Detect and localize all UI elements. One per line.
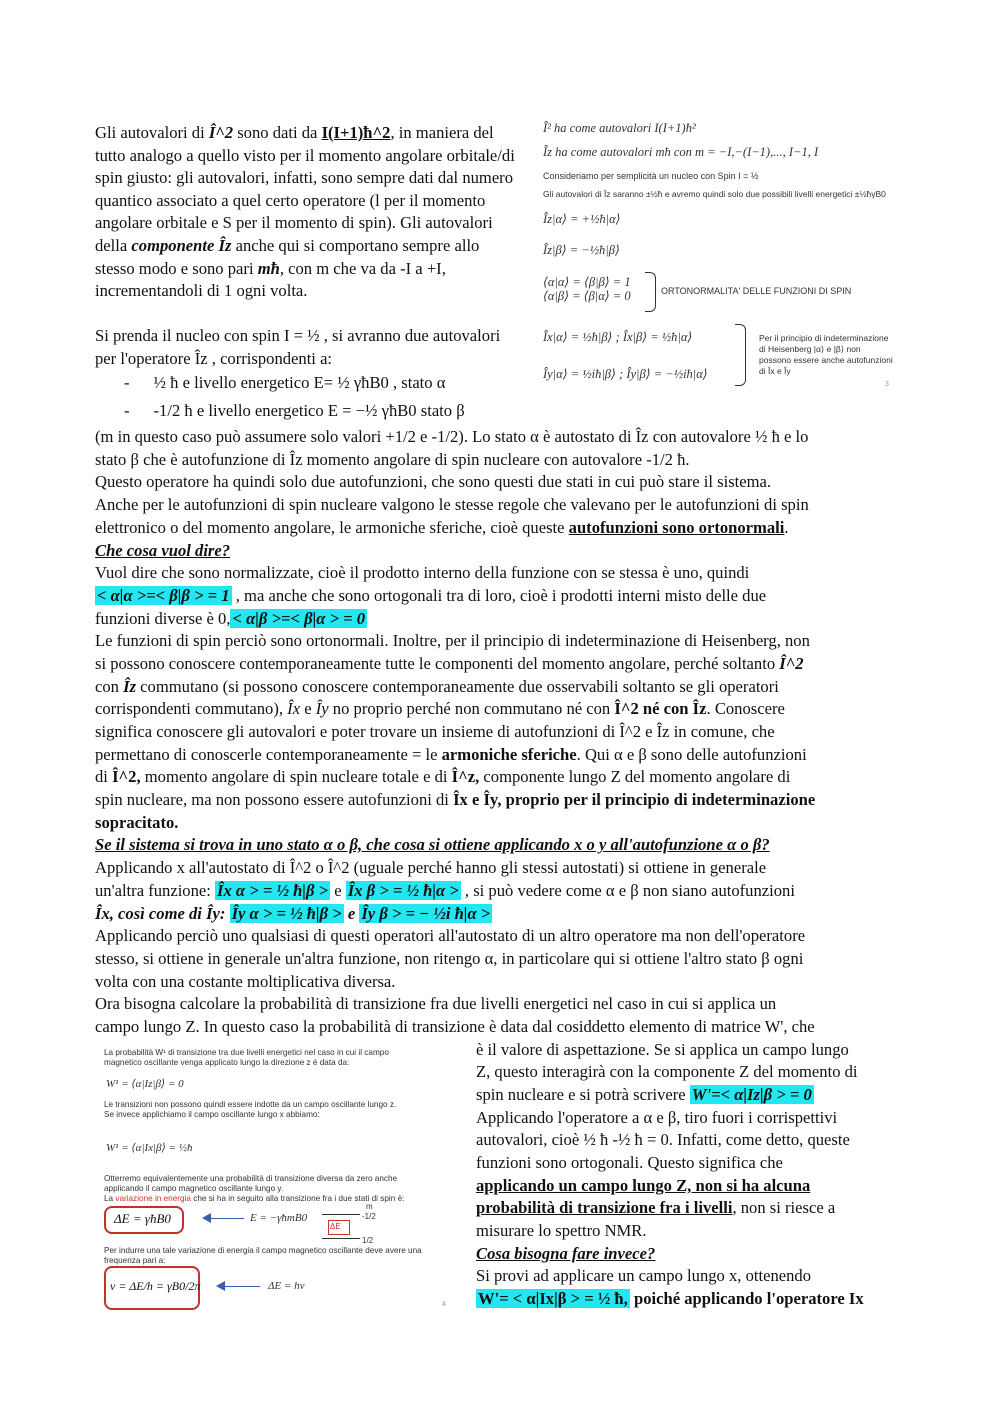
line-18: Applicando x all'autostato di Î^2 o Î^2 (uguale perché hanno gli stessi autostati) si ottiene in generale — [95, 858, 767, 877]
right-line-5: autovalori, cioè ½ ħ -½ ħ = 0. Infatti, come detto, queste — [476, 1130, 850, 1149]
right-line-6: funzioni sono ortogonali. Questo significa che — [476, 1153, 783, 1172]
arrow-icon — [218, 1286, 260, 1287]
line-9: Le funzioni di spin perciò sono ortonormali. Inoltre, per il principio di indeterminazione di Heisenberg, non — [95, 631, 810, 650]
line-2: stato β che è autofunzione di Îz momento angolare di spin nucleare con autovalore -1/2 ħ. — [95, 450, 690, 469]
right-line-2: Z, questo interagirà con la componente Z del momento di — [476, 1062, 858, 1081]
right-line-11: Si provi ad applicare un campo lungo x, ottenendo — [476, 1266, 812, 1285]
line-10: si possono conoscere contemporaneamente tutte le componenti del momento angolare, perché soltanto Î^2 — [95, 654, 804, 673]
line-20: Îx, così come di Îy: Îy α > = ½ ħ|β > e Îy β > = − ½i ħ|α > — [95, 904, 491, 923]
line-21: Applicando perciò uno qualsiasi di questi operatori all'autostato di un altro operatore ma non dell'operatore — [95, 926, 806, 945]
line-17: sopracitato. — [95, 813, 179, 832]
transition-probability-figure: La probabilità W¹ di transizione tra due livelli energetici nel caso in cui il campo magnetico oscillante venga applicato lungo la direzione z è data da: W¹ = ⟨α|Iz|β⟩ = 0 Le transizioni non possono quindi essere indotte da un campo oscillante lungo z. Se invece applichiamo il campo oscillante lungo x abbiamo: W¹ = ⟨α|Ix|β⟩ = ½ħ Otterremo equivalentemente una probabilità di transizione diversa da zero anche applicando il campo magnetico oscillante lungo y. La variazione in energia che si ha in seguito alla transizione fra i due stati di spin è: ΔE = γħB0 E = −γħmB0 m -1/2 1/2 ΔE Per indurre una tale variazione di energia il campo magnetico oscillante deve avere una frequenza pari a: ν = ΔE/h = γB0/2π ΔE = hν 4 — [100, 1042, 458, 1312]
right-line-3: spin nucleare e si potrà scrivere W'=< α|Iz|β > = 0 — [476, 1085, 812, 1104]
bullet-1: - ½ ħ e livello energetico E= ½ γħB0 , stato α — [124, 373, 446, 392]
spin-operators-figure: Î² ha come autovalori I(I+1)ħ² Îz ha come autovalori mħ con m = −I,−(I−1),..., I−1, I Consideriamo per semplicità un nucleo con Spin I = ½ Gli autovalori di Îz saranno ±½ħ e avremo quindi solo due possibili livelli energetici ±½ħγB0 Îz|α⟩ = +½ħ|α⟩ Îz|β⟩ = −½ħ|β⟩ ⟨α|α⟩ = ⟨β|β⟩ = 1 ⟨α|β⟩ = ⟨β|α⟩ = 0 ORTONORMALITA' DELLE FUNZIONI DI SPIN Îx|α⟩ = ½ħ|β⟩ ; Îx|β⟩ = ½ħ|α⟩ Îy|α⟩ = ½iħ|β⟩ ; Îy|β⟩ = −½iħ|α⟩ Per il principio di indeterminazione di Heisenberg |α⟩ e |β⟩ non possono essere anche autofunzioni di Îx e Îy 3 — [535, 118, 907, 393]
right-line-12: W'= < α|Ix|β > = ½ ħ, poiché applicando l'operatore Ix — [478, 1289, 864, 1308]
energy-level-upper — [322, 1214, 360, 1215]
line-24: Ora bisogna calcolare la probabilità di transizione fra due livelli energetici nel caso in cui si applica un — [95, 994, 777, 1013]
ortho-brace — [645, 272, 656, 312]
line-13: significa conoscere gli autovalori e poter trovare un insieme di autofunzioni di Î^2 e Îz in comune, che — [95, 722, 775, 741]
bullet-2: - -1/2 ħ e livello energetico E = −½ γħB0 stato β — [124, 401, 465, 420]
energy-level-lower — [322, 1238, 360, 1239]
line-3: Questo operatore ha quindi solo due autofunzioni, che sono questi due stati in cui può stare il sistema. — [95, 472, 772, 491]
line-12: corrispondenti commutano), Îx e Îy no proprio perché non commutano né con Î^2 né con Îz. Conoscere — [95, 699, 785, 718]
question-1: Che cosa vuol dire? — [95, 541, 231, 560]
line-11: con Îz commutano (si possono conoscere contemporaneamente due osservabili soltanto se gli operatori — [95, 677, 779, 696]
line-19: un'altra funzione: Îx α > = ½ ħ|β > e Îx β > = ½ ħ|α > , si può vedere come α e β non siano autofunzioni — [95, 881, 795, 900]
nucleus-paragraph: Si prenda il nucleo con spin I = ½ , si avranno due autovalori per l'operatore Îz , corrispondenti a: — [95, 326, 501, 368]
right-line-1: è il valore di aspettazione. Se si applica un campo lungo — [476, 1040, 849, 1059]
line-22: stesso, si ottiene in generale un'altra funzione, non ritengo α, in particolare qui si ottiene l'altro stato β ogni — [95, 949, 804, 968]
arrow-icon — [204, 1218, 244, 1219]
line-15: di Î^2, momento angolare di spin nucleare totale e di Î^z, componente lungo Z del momento angolare di — [95, 767, 791, 786]
line-1: (m in questo caso può assumere solo valori +1/2 e -1/2). Lo stato α è autostato di Îz con autovalore ½ ħ e lo — [95, 427, 809, 446]
slide-page-number: 4 — [442, 1301, 446, 1308]
line-5: elettronico o del momento angolare, le armoniche sferiche, cioè queste autofunzioni sono ortonormali. — [95, 518, 789, 537]
right-line-7: applicando un campo lungo Z, non si ha alcuna — [476, 1176, 811, 1195]
line-4: Anche per le autofunzioni di spin nucleare valgono le stesse regole che valevano per le autofunzioni di spin — [95, 495, 809, 514]
intro-paragraph: Gli autovalori di Î^2 sono dati da I(I+1)ħ^2, in maniera del tutto analogo a quello visto per il momento angolare orbitale/di spin giusto: gli autovalori, infatti, sono sempre dati dal numero quantico associato a quel certo operatore (l per il momento angolare orbitale e S per il momento di spin). Gli autovalori della componente Îz anche qui si comportano sempre allo stesso modo e sono pari mħ, con m che va da -I a +I, incrementandoli di 1 ogni volta. — [95, 123, 515, 301]
line-7: < α|α >=< β|β > = 1 , ma anche che sono ortogonali tra di loro, cioè i prodotti interni misto delle due — [97, 586, 767, 605]
right-line-8: probabilità di transizione fra i livelli, non si riesce a — [476, 1198, 836, 1217]
slide-page-number: 3 — [885, 381, 889, 388]
line-14: permettano di conoscerle contemporaneamente = le armoniche sferiche. Qui α e β sono delle autofunzioni — [95, 745, 807, 764]
right-line-4: Applicando l'operatore a α e β, tiro fuori i corrispettivi — [476, 1108, 838, 1127]
line-6: Vuol dire che sono normalizzate, cioè il prodotto interno della funzione con se stessa è uno, quindi — [95, 563, 750, 582]
line-16: spin nucleare, ma non possono essere autofunzioni di Îx e Îy, proprio per il principio di indeterminazione — [95, 790, 816, 809]
right-line-9: misurare lo spettro NMR. — [476, 1221, 647, 1240]
line-23: volta con una costante moltiplicativa diversa. — [95, 972, 396, 991]
line-8: funzioni diverse è 0, < α|β >=< β|α > = 0 — [95, 609, 366, 628]
line-25: campo lungo Z. In questo caso la probabilità di transizione è data dal cosiddetto elemento di matrice W', che — [95, 1017, 815, 1036]
heisenberg-brace — [735, 324, 746, 386]
right-question: Cosa bisogna fare invece? — [476, 1244, 656, 1263]
question-2: Se il sistema si trova in uno stato α o β, che cosa si ottiene applicando x o y all'autofunzione α o β? — [95, 835, 770, 854]
